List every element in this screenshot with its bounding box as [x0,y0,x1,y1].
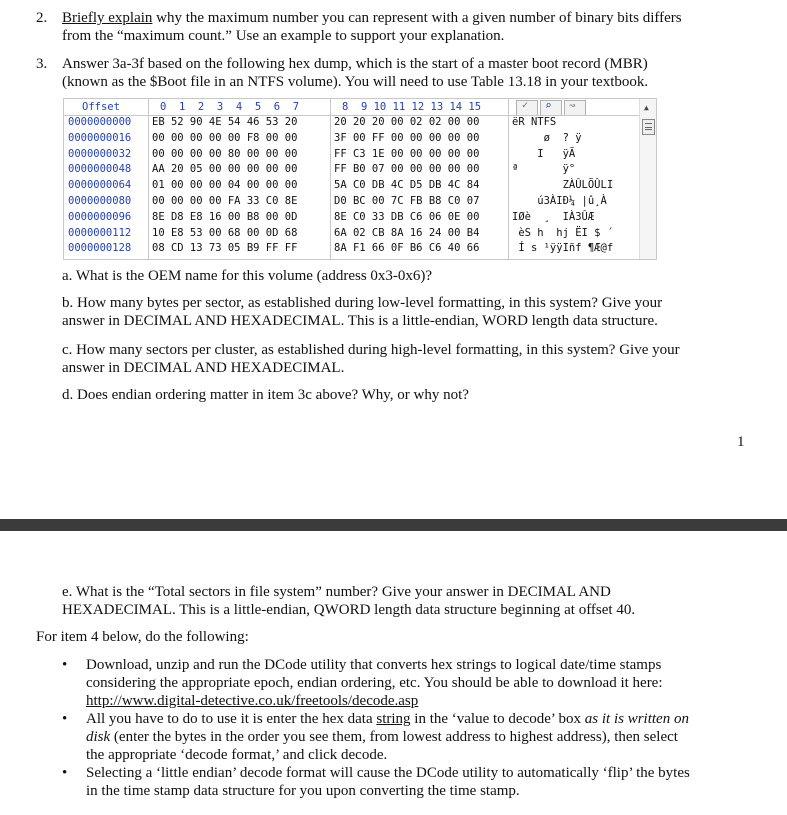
hex-row [64,211,656,226]
hex-row-bytes-0-7: 00 00 00 00 80 00 00 00 [152,147,298,160]
scroll-up-icon[interactable]: ▲ [644,103,649,112]
hex-row-bytes-0-7: 00 00 00 00 00 F8 00 00 [152,131,298,144]
hex-row-bytes-0-7: 01 00 00 00 04 00 00 00 [152,179,298,192]
hex-row-bytes-8-15: 20 20 20 00 02 02 00 00 [334,116,480,128]
question-3-line-1: Answer 3a-3f based on the following hex dump, which is the start of a master boot record (MBR) [62,56,648,72]
pencil-icon: ✓ [522,100,529,111]
page-number: 1 [737,434,745,450]
item-e-line-1: e. What is the “Total sectors in file system” number? Give your answer in DECIMAL AND [62,584,611,600]
bullet-1-line-1: • Download, unzip and run the DCode utility that converts hex strings to logical date/time stamps [86,657,662,673]
item-e-line-2: HEXADECIMAL. This is a little-endian, QWORD length data structure beginning at offset 40. [62,602,636,618]
hex-row-bytes-0-7: EB 52 90 4E 54 46 53 20 [152,116,298,128]
hex-row [64,227,656,242]
question-2-line-2: from the “maximum count.” Use an example to support your explanation. [62,28,505,44]
hex-row-bytes-8-15: 3F 00 FF 00 00 00 00 00 [334,131,480,144]
hex-row-offset: 0000000016 [68,131,132,144]
arrow-icon: ↝ [569,99,576,112]
hex-row-ascii: ú3ÀΙÐ¼ |û¸À [512,195,607,207]
item-4-intro: For item 4 below, do the following: [36,629,249,645]
hex-row [64,132,656,147]
bullet-3 [62,764,690,800]
hex-row [64,179,656,194]
bullet-2-line-2: disk (enter the bytes in the order you see them, from lowest address to highest address), then select [86,729,678,745]
hex-row-ascii: Í s ¹ÿÿΙñf ¶Æ@f [512,242,614,255]
hex-row-offset: 0000000000 [68,116,132,128]
hex-header-offset: Offset [82,101,120,113]
hex-row-ascii: ª ÿ° [512,163,576,176]
hex-row [64,163,656,178]
search-icon: ⌕ [545,99,552,112]
hex-row-ascii: Ι ÿÃ [512,147,576,160]
hex-row-bytes-8-15: 8E C0 33 DB C6 06 0E 00 [334,210,480,223]
hex-row [64,148,656,163]
hex-row-bytes-0-7: 8E D8 E8 16 00 B8 00 0D [152,210,298,223]
item-a: a. What is the OEM name for this volume (address 0x3-0x6)? [62,268,433,284]
item-c-line-2: answer in DECIMAL AND HEXADECIMAL. [62,360,345,376]
question-2-number: 2. [36,10,48,26]
question-3-number: 3. [36,56,48,72]
hex-row [64,242,656,257]
hex-row-offset: 0000000048 [68,163,132,176]
hex-row-offset: 0000000080 [68,195,132,207]
hex-row-offset: 0000000096 [68,210,132,223]
hex-row-bytes-0-7: 00 00 00 00 FA 33 C0 8E [152,195,298,207]
hex-row-bytes-8-15: FF C3 1E 00 00 00 00 00 [334,147,480,160]
decode-download-link[interactable]: http://www.digital-detective.co.uk/freetools/decode.asp [86,693,419,709]
hex-row-offset: 0000000032 [68,147,132,160]
bullet-2 [62,710,690,764]
hex-row-ascii: ø ? ÿ [512,131,582,144]
hex-row-offset: 0000000112 [68,226,132,239]
scroll-thumb[interactable] [642,119,655,135]
bullet-2-line-1: • All you have to do to use it is enter the hex data string in the ‘value to decode’ box as it is written on [86,711,689,727]
hex-row-offset: 0000000064 [68,179,132,192]
navigate-button[interactable] [564,100,586,116]
hex-scrollbar[interactable] [639,99,656,259]
question-3-line-2: (known as the $Boot file in an NTFS volume). You will need to use Table 13.18 in your textbook. [62,74,649,90]
hex-header-cols-a: 0 1 2 3 4 5 6 7 [160,101,300,113]
pencil-button[interactable] [516,100,538,116]
hex-row [64,116,656,131]
bullet-1-line-2: considering the appropriate epoch, endian ordering, etc. You should be able to download it here: [86,675,663,691]
hex-header-cols-b: 8 9 10 11 12 13 14 15 [342,101,482,113]
page-separator [0,519,787,531]
hex-row-ascii: ZÀÛLÕÛLΙ [512,179,614,192]
question-2-line-1 [62,9,682,27]
hex-row-ascii: ΙØè ¸ ΙÀ3ÛÆ [512,210,595,223]
hex-dump-table [63,98,657,260]
hex-row-bytes-8-15: D0 BC 00 7C FB B8 C0 07 [334,195,480,207]
hex-row-bytes-0-7: AA 20 05 00 00 00 00 00 [152,163,298,176]
hex-row-ascii: èS h hj ËΙ $ ´ [512,226,614,239]
hex-row-offset: 0000000128 [68,242,132,255]
search-button[interactable] [540,100,562,116]
hex-row-bytes-8-15: 5A C0 DB 4C D5 DB 4C 84 [334,179,480,192]
bullet-3-line-2: in the time stamp data structure for you upon converting the time stamp. [86,783,520,799]
hex-header [64,99,656,115]
item-c-line-1: c. How many sectors per cluster, as established during high-level formatting, in this system? Give your [62,342,680,358]
hex-row-bytes-8-15: FF B0 07 00 00 00 00 00 [334,163,480,176]
hex-row-bytes-8-15: 6A 02 CB 8A 16 24 00 B4 [334,226,480,239]
bullet-2-line-3: the appropriate ‘decode format,’ and click decode. [86,747,388,763]
hex-row-ascii: ëR NTFS [512,116,557,128]
question-2-lead: Briefly explain [62,10,153,26]
hex-row-bytes-0-7: 08 CD 13 73 05 B9 FF FF [152,242,298,255]
hex-row-bytes-8-15: 8A F1 66 0F B6 C6 40 66 [334,242,480,255]
item-d: d. Does endian ordering matter in item 3c above? Why, or why not? [62,387,469,403]
question-2-text: why the maximum number you can represent with a given number of binary bits differs [152,10,682,26]
hex-row-bytes-0-7: 10 E8 53 00 68 00 0D 68 [152,226,298,239]
item-b-line-1: b. How many bytes per sector, as established during low-level formatting, in this system? Give your [62,295,663,311]
bullet-3-line-1: • Selecting a ‘little endian’ decode format will cause the DCode utility to automatically ‘flip’ the bytes [86,765,690,781]
instructions-list [62,656,690,800]
bullet-1 [62,656,690,710]
hex-row [64,195,656,210]
item-b-line-2: answer in DECIMAL AND HEXADECIMAL. This is a little-endian, WORD length data structure. [62,313,658,329]
